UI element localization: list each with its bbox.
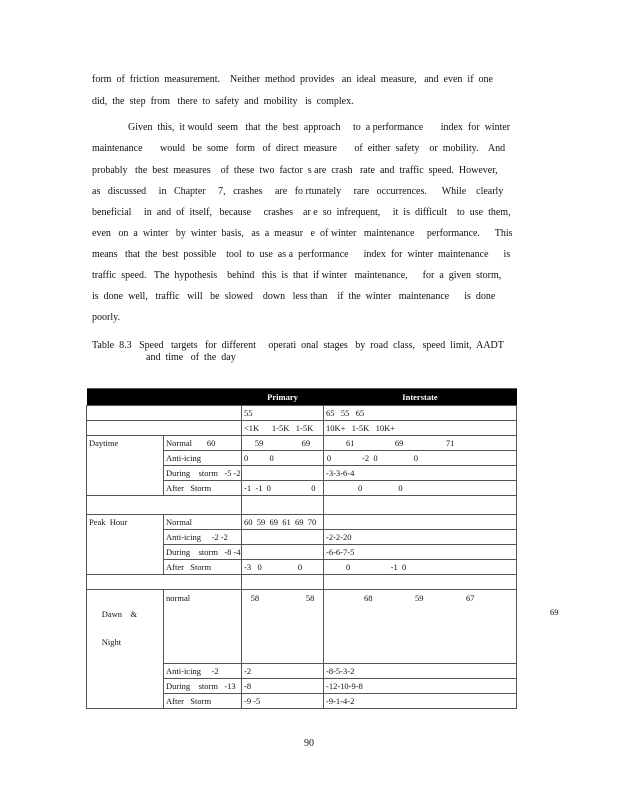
primary-values	[242, 545, 324, 560]
stage-label: After Storm	[164, 560, 242, 575]
table-caption: Table 8.3 Speed targets for different operati onal stages by road class, speed limit, AADT	[92, 340, 504, 351]
stage-label: normal	[164, 590, 242, 664]
stage-label: During storm -13	[164, 678, 242, 693]
table-row	[87, 451, 517, 466]
body-text-line: maintenance would be some form of direct measure of either safety or mobility. And	[92, 143, 506, 154]
interstate-values: -9-1-4-2	[324, 693, 517, 708]
period-label: Daytime	[87, 436, 164, 451]
aadt-interstate: 10K+ 1-5K 10K+	[324, 421, 517, 436]
body-text-line: means that the best possible tool to use as a performance index for winter maintenance is	[92, 249, 511, 260]
primary-values	[242, 466, 324, 481]
speed-limit-row	[87, 406, 517, 421]
body-text-line: Given this, it would seem that the best approach to a performance index for winter	[128, 122, 511, 133]
body-text-line: probably the best measures of these two factor s are crash rate and traffic speed. However,	[92, 165, 498, 176]
primary-values: 58 58	[242, 590, 324, 664]
interstate-values: 61 69 71	[324, 436, 517, 451]
interstate-values: -2 0 0	[324, 451, 517, 466]
interstate-values: -6-6-7-5	[324, 545, 517, 560]
aadt-row	[87, 421, 517, 436]
body-text-line: beneficial in and of itself, because crashes ar e so infrequent, it is difficult to use them,	[92, 207, 511, 218]
table-row	[87, 693, 517, 708]
stage-label: After Storm	[164, 481, 242, 496]
table-row	[87, 663, 517, 678]
body-text-line: traffic speed. The hypothesis behind this is that if winter maintenance, for a given storm,	[92, 270, 502, 281]
speed-limit-interstate: 65 55 65	[324, 406, 517, 421]
overflow-value: 69	[550, 607, 559, 617]
table-row	[87, 466, 517, 481]
primary-values: -2	[242, 663, 324, 678]
period-label: Peak Hour	[87, 515, 164, 530]
interstate-values	[324, 515, 517, 530]
primary-values: 0 0 0	[242, 451, 324, 466]
table-row	[87, 515, 517, 530]
stage-label: Normal	[164, 515, 242, 530]
primary-values: -8	[242, 678, 324, 693]
body-text-line: as discussed in Chapter 7, crashes are fo rtunately rare occurrences. While clearly	[92, 186, 504, 197]
body-text-line: even on a winter by winter basis, as a measur e of winter maintenance performance. This	[92, 228, 513, 239]
table-row	[87, 481, 517, 496]
stage-label: Anti-icing -2	[164, 663, 242, 678]
table-row	[87, 436, 517, 451]
primary-values: 60 59 69 61 69 70	[242, 515, 324, 530]
primary-values: 59 69	[242, 436, 324, 451]
interstate-values: 0 0	[324, 481, 517, 496]
stage-label: During storm -5 -2	[164, 466, 242, 481]
table-row	[87, 678, 517, 693]
table-row	[87, 560, 517, 575]
interstate-values: 0 -1 0	[324, 560, 517, 575]
stage-label: Anti-icing	[164, 451, 242, 466]
interstate-values: -2-2-20	[324, 530, 517, 545]
table-row	[87, 545, 517, 560]
table-row	[87, 530, 517, 545]
header-interstate: Interstate	[324, 389, 517, 406]
aadt-primary: <1K 1-5K 1-5K	[242, 421, 324, 436]
body-text-line: poorly.	[92, 312, 120, 323]
table-caption-cont: and time of the day	[146, 352, 236, 363]
page-number: 90	[304, 738, 314, 749]
body-text-line: is done well, traffic will be slowed down less than if the winter maintenance is done	[92, 291, 496, 302]
table-row	[87, 590, 517, 664]
table-header-row	[87, 389, 517, 406]
stage-label: Normal 60	[164, 436, 242, 451]
primary-values: -9 -5	[242, 693, 324, 708]
interstate-values: -12-10-9-8	[324, 678, 517, 693]
speed-limit-primary: 55	[242, 406, 324, 421]
interstate-values: 68 59 67	[324, 590, 517, 664]
stage-label: After Storm	[164, 693, 242, 708]
interstate-values: -3-3-6-4	[324, 466, 517, 481]
body-text-line: form of friction measurement. Neither method provides an ideal measure, and even if one	[92, 74, 493, 85]
primary-values: -3 0 0	[242, 560, 324, 575]
stage-label: During storm -8 -4	[164, 545, 242, 560]
header-primary: Primary	[242, 389, 324, 406]
speed-targets-table	[86, 388, 517, 709]
stage-label: Anti-icing -2 -2	[164, 530, 242, 545]
primary-values	[242, 530, 324, 545]
interstate-values: -8-5-3-2	[324, 663, 517, 678]
period-label: Dawn & Night	[87, 590, 164, 664]
body-text-line: did, the step from there to safety and mobility is complex.	[92, 96, 354, 107]
primary-values: -1 -1 0 0	[242, 481, 324, 496]
